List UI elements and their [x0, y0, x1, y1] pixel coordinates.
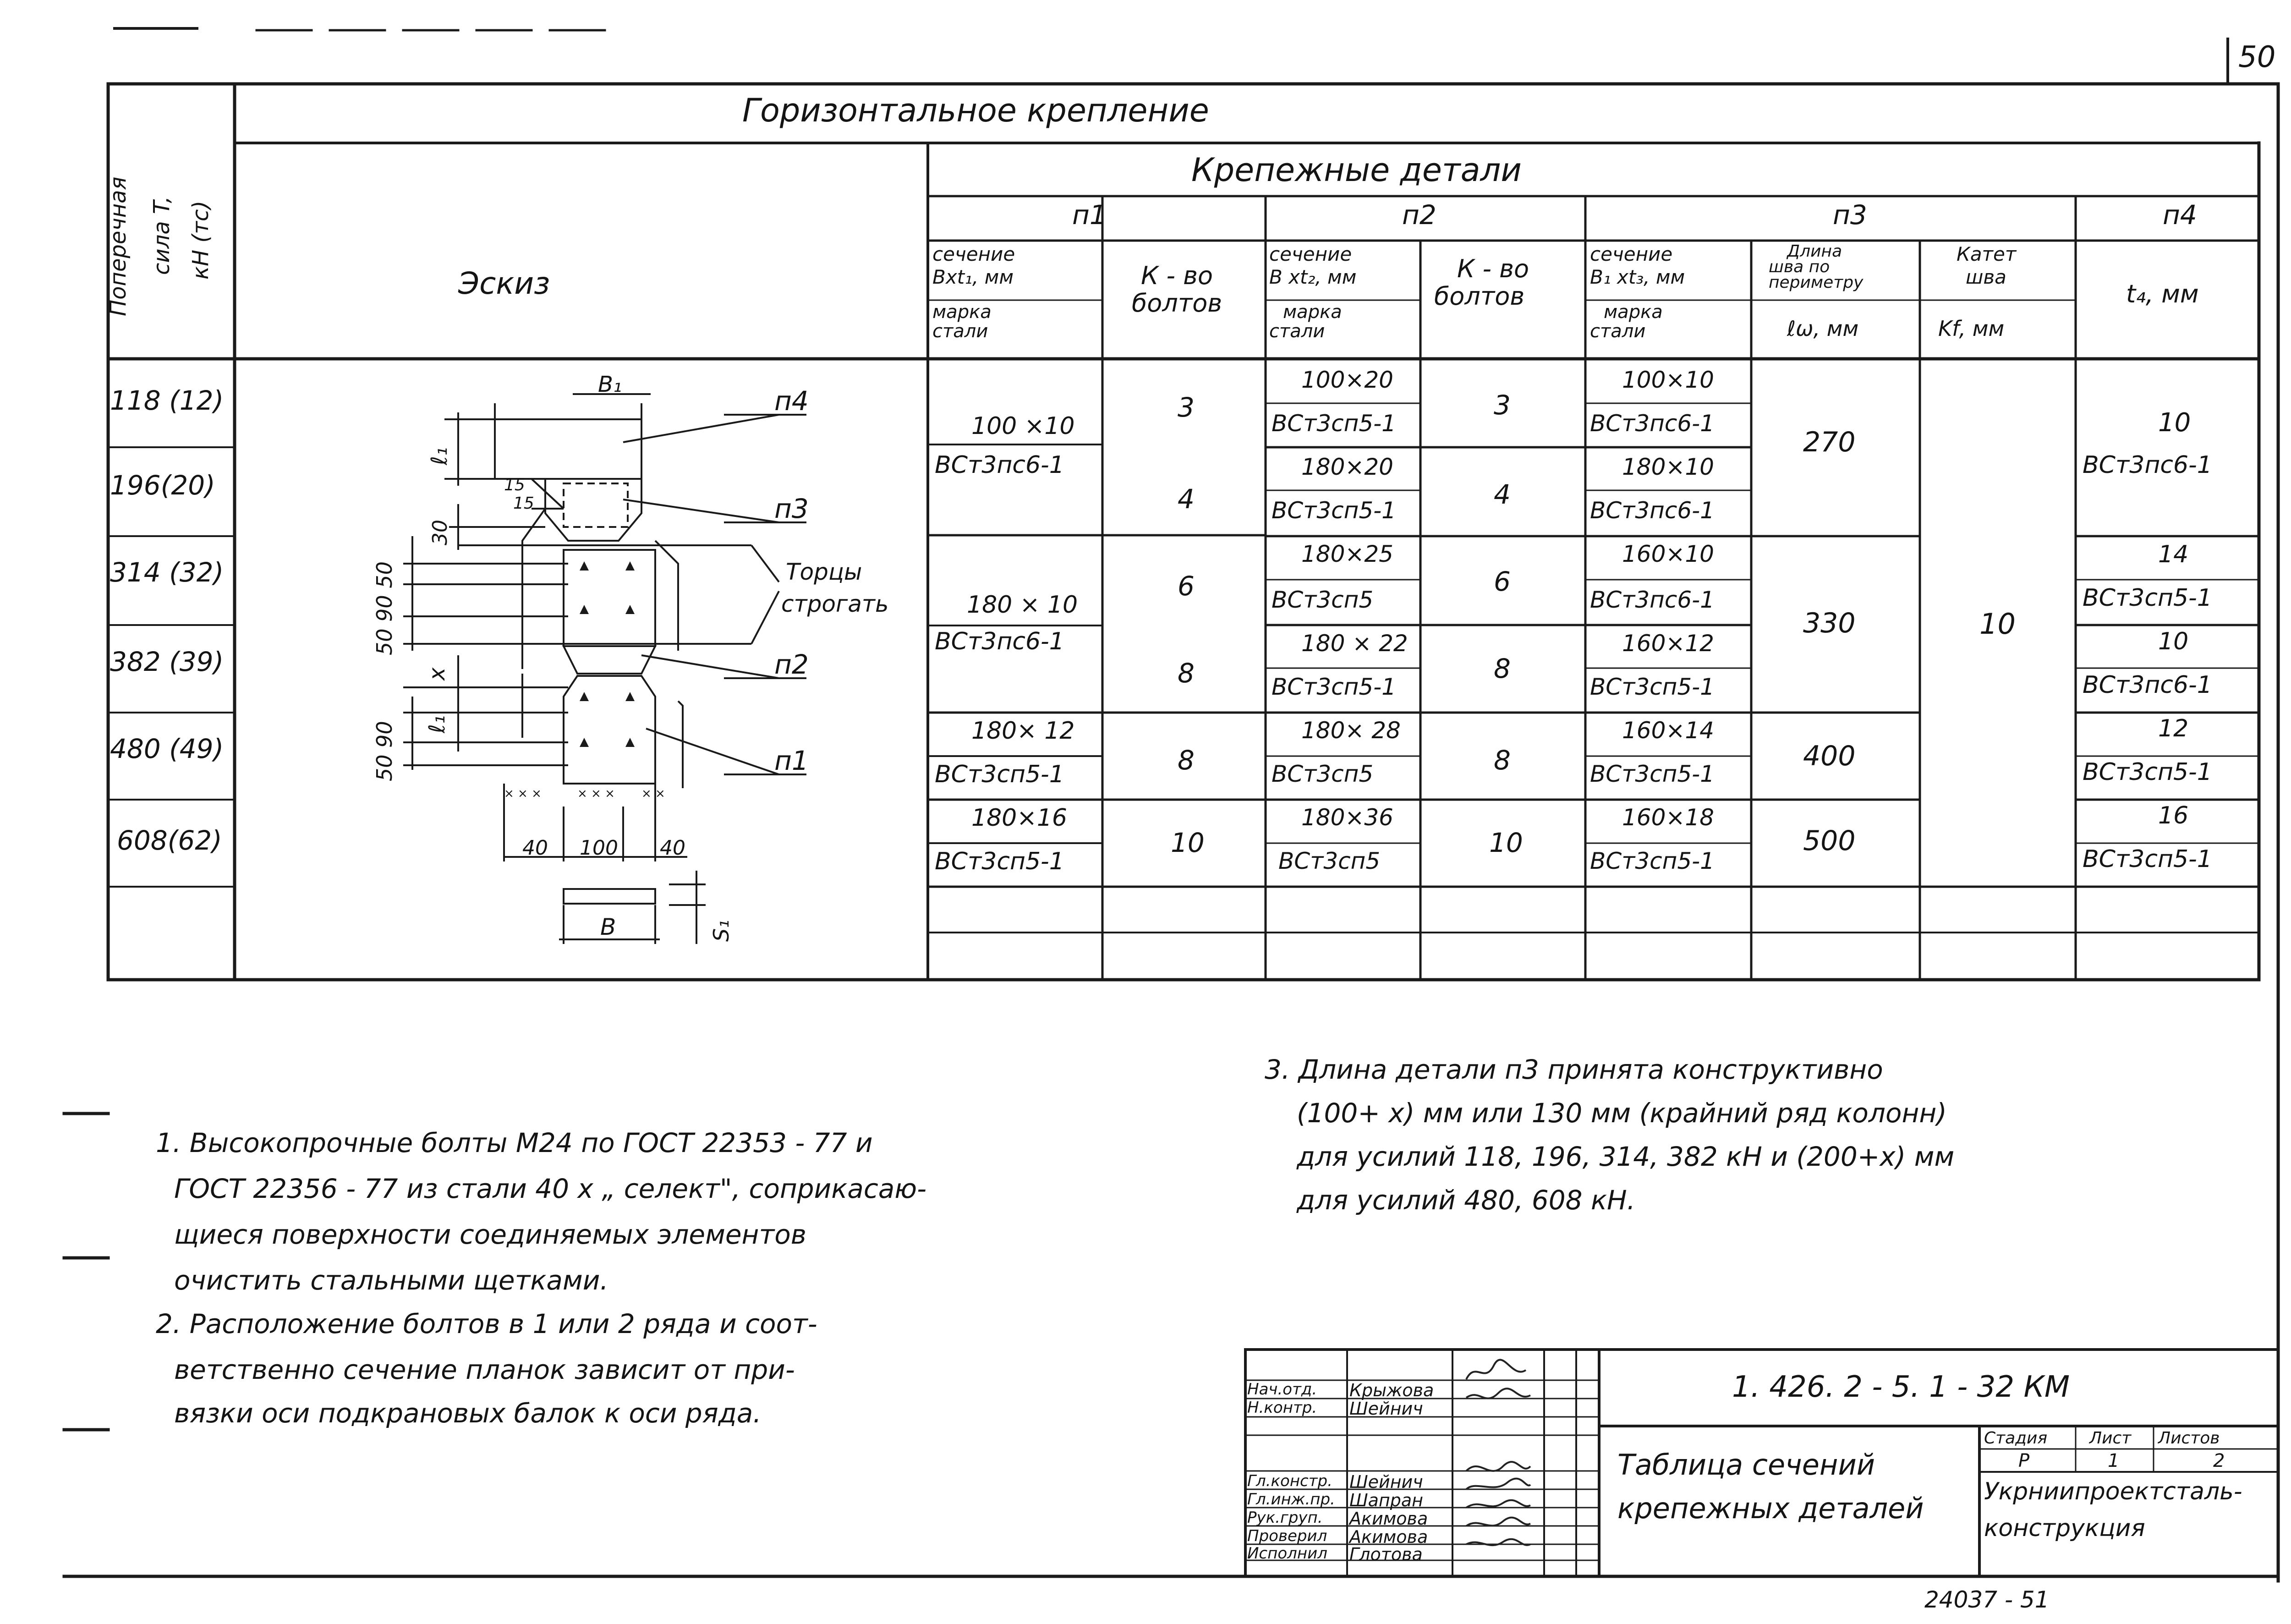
sketch-dim-s1: S₁	[709, 920, 734, 942]
tb-sheet-value: 1	[2108, 1450, 2120, 1471]
p3-weld-length-label-2: шва по	[1769, 258, 1830, 276]
p3-weld-length-4: 500	[1803, 825, 1856, 857]
force-row-6: 608(62)	[117, 825, 222, 856]
p2-section-6: 180×36	[1301, 804, 1393, 831]
p2-bolts-3: 6	[1494, 566, 1511, 597]
sketch-p3-label: п3	[774, 493, 809, 524]
p3-weld-length-label-1: Длина	[1787, 242, 1842, 261]
note-right-line-4: для усилий 480, 608 кН.	[1297, 1185, 1636, 1216]
signatures	[1457, 1352, 1540, 1576]
p2-header: п2	[1402, 199, 1436, 230]
p4-grade-4: ВСт3сп5-1	[2083, 758, 2212, 786]
p3-header: п3	[1833, 199, 1867, 230]
p3-grade-5: ВСт3сп5-1	[1590, 761, 1715, 787]
force-row-2: 196(20)	[110, 470, 215, 501]
tb-name-4: Шапран	[1349, 1490, 1424, 1510]
p1-header: п1	[1072, 199, 1107, 230]
p3-grade-4: ВСт3сп5-1	[1590, 674, 1715, 700]
tb-stage-label: Стадия	[1984, 1429, 2048, 1448]
tb-role-7: Исполнил	[1247, 1544, 1327, 1563]
sketch-p4-label: п4	[774, 385, 809, 417]
tb-name-3: Шейнич	[1349, 1472, 1423, 1492]
force-row-5: 480 (49)	[110, 733, 224, 764]
p1-bolts-1: 3	[1178, 392, 1195, 423]
p2-grade-5: ВСт3сп5	[1272, 761, 1374, 787]
p1-grade-label-1: марка	[932, 302, 992, 323]
p4-t-1: 10	[2158, 408, 2191, 438]
tb-name-1: Крыжова	[1349, 1380, 1434, 1400]
tb-name-2: Шейнич	[1349, 1399, 1423, 1419]
p1-section-1: 100 ×10	[971, 412, 1075, 440]
p1-grade-label-2: стали	[932, 321, 988, 342]
p3-grade-6: ВСт3сп5-1	[1590, 848, 1715, 874]
tb-stage-value: Р	[2018, 1450, 2030, 1471]
p1-grade-1: ВСт3пс6-1	[935, 451, 1064, 479]
tb-name-6: Акимова	[1349, 1527, 1428, 1547]
p4-t-label: t₄, мм	[2126, 280, 2199, 308]
sketch-b1-label: B₁	[598, 372, 622, 397]
p1-grade-3: ВСт3сп5-1	[935, 761, 1064, 788]
p3-section-1: 100×10	[1622, 367, 1714, 393]
tb-name-7: Глотова	[1349, 1544, 1423, 1564]
p3-grade-label-2: стали	[1590, 321, 1646, 342]
sketch-title: Эскиз	[458, 266, 550, 301]
p1-bolts-6: 10	[1171, 827, 1205, 858]
p2-grade-label-1: марка	[1283, 302, 1342, 323]
side-label-line-2: сила T,	[149, 196, 175, 275]
p3-grade-3: ВСт3пс6-1	[1590, 587, 1715, 613]
p3-weld-length-2: 330	[1803, 607, 1856, 639]
sketch-angle-15b: 15	[513, 494, 534, 513]
sketch-tortsy-label-1: Торцы	[786, 559, 862, 585]
p2-grade-1: ВСт3сп5-1	[1272, 410, 1396, 437]
p3-section-5: 160×14	[1622, 717, 1714, 744]
sketch-dim-bottom-3: 40	[660, 836, 685, 860]
tb-role-1: Нач.отд.	[1247, 1380, 1317, 1399]
p3-grade-label-1: марка	[1604, 302, 1663, 323]
p3-section-4: 160×12	[1622, 630, 1714, 657]
p1-grade-4: ВСт3сп5-1	[935, 848, 1064, 875]
tb-org-line-2: конструкция	[1984, 1514, 2145, 1542]
force-row-3: 314 (32)	[110, 557, 224, 588]
p4-t-2: 14	[2158, 541, 2189, 568]
note-left-line-7: вязки оси подкрановых балок к оси ряда.	[174, 1398, 762, 1429]
p2-section-1: 100×20	[1301, 367, 1393, 393]
p1-section-3: 180× 12	[971, 717, 1075, 745]
p1-bolts-4: 8	[1178, 658, 1195, 689]
p3-section-label-2: B₁ xt₃, мм	[1590, 266, 1685, 288]
p1-bolts-2: 4	[1178, 483, 1195, 515]
p2-grade-6: ВСт3сп5	[1278, 848, 1381, 874]
sketch-dim-bottom-1: 40	[522, 836, 548, 860]
p2-grade-label-2: стали	[1269, 321, 1325, 342]
sketch-tortsy-label-2: строгать	[781, 591, 889, 617]
note-left-line-5: 2. Расположение болтов в 1 или 2 ряда и соот-	[156, 1308, 817, 1339]
p4-grade-2: ВСт3сп5-1	[2083, 584, 2212, 612]
sketch-dim-509050: 50 90 50	[372, 561, 397, 655]
tb-sheets-value: 2	[2213, 1450, 2225, 1471]
plate-p4-shape	[495, 419, 641, 479]
side-label-line-1: Поперечная	[105, 176, 131, 316]
p3-leg-label-1: Катет	[1957, 243, 2017, 265]
p3-grade-2: ВСт3пс6-1	[1590, 497, 1715, 524]
p3-weld-length-3: 400	[1803, 740, 1856, 772]
p2-section-4: 180 × 22	[1301, 630, 1408, 657]
tb-role-6: Проверил	[1247, 1527, 1327, 1545]
sketch-p2-label: п2	[774, 649, 809, 680]
p3-section-6: 160×18	[1622, 804, 1714, 831]
p2-section-label-2: B xt₂, мм	[1269, 266, 1357, 288]
sketch-dim-l1: ℓ₁	[427, 447, 452, 465]
sketch-dim-30: 30	[428, 520, 452, 545]
note-right-line-3: для усилий 118, 196, 314, 382 кН и (200+х) мм	[1297, 1141, 1955, 1172]
p2-bolts-2: 4	[1494, 479, 1511, 510]
svg-text:× ×: × ×	[641, 787, 665, 801]
p3-grade-1: ВСт3пс6-1	[1590, 410, 1715, 437]
p1-section-label-1: сечение	[932, 243, 1015, 265]
p1-grade-2: ВСт3пс6-1	[935, 628, 1064, 655]
plate-p2-shape	[564, 550, 655, 646]
p2-section-label-1: сечение	[1269, 243, 1352, 265]
p2-grade-2: ВСт3сп5-1	[1272, 497, 1396, 524]
p1-bolts-5: 8	[1178, 745, 1195, 776]
p2-bolts-1: 3	[1494, 390, 1511, 421]
p2-bolts-6: 10	[1489, 827, 1523, 858]
note-left-line-2: ГОСТ 22356 - 77 из стали 40 х „ селект", соприкасаю-	[174, 1173, 927, 1204]
p4-grade-5: ВСт3сп5-1	[2083, 845, 2212, 873]
p2-bolts-5: 8	[1494, 745, 1511, 776]
note-left-line-1: 1. Высокопрочные болты М24 по ГОСТ 22353 - 77 и	[156, 1127, 873, 1158]
p2-grade-4: ВСт3сп5-1	[1272, 674, 1396, 700]
note-left-line-3: щиеся поверхности соединяемых элементов	[174, 1219, 806, 1250]
p1-bolts-3: 6	[1178, 571, 1195, 602]
p3-weld-length-1: 270	[1803, 426, 1856, 458]
side-label-line-3: кН (тс)	[188, 200, 214, 280]
sheet-number: 50	[2238, 40, 2276, 74]
p1-bolts-label-2: болтов	[1132, 289, 1222, 318]
horizontal-fastening-title: Горизонтальное крепление	[742, 92, 1209, 129]
p1-section-label-2: Bxt₁, мм	[932, 266, 1014, 288]
p4-t-4: 12	[2158, 715, 2189, 742]
sketch-p1-label: п1	[774, 745, 809, 776]
p2-grade-3: ВСт3сп5	[1272, 587, 1374, 613]
p3-weld-length-label-3: периметру	[1769, 273, 1863, 292]
p2-section-3: 180×25	[1301, 541, 1393, 567]
tb-title-line-2: крепежных деталей	[1617, 1492, 1924, 1525]
tb-role-5: Рук.груп.	[1247, 1509, 1323, 1527]
p4-grade-1: ВСт3пс6-1	[2083, 451, 2212, 479]
p3-leg-value: 10	[1979, 607, 2016, 641]
p3-weld-length-unit: ℓω, мм	[1787, 316, 1859, 341]
p4-header: п4	[2163, 199, 2197, 230]
note-left-line-6: ветственно сечение планок зависит от при-	[174, 1354, 795, 1385]
p2-section-5: 180× 28	[1301, 717, 1401, 744]
fasteners-title: Крепежные детали	[1191, 151, 1522, 189]
tb-role-2: Н.контр.	[1247, 1399, 1317, 1417]
p1-section-4: 180×16	[971, 804, 1067, 832]
p2-bolts-label-1: К - во	[1457, 254, 1529, 283]
plate-p1-shape	[564, 676, 655, 784]
tb-name-5: Акимова	[1349, 1509, 1428, 1529]
force-row-1: 118 (12)	[110, 385, 224, 416]
sketch-dim-b: B	[600, 914, 616, 940]
p4-t-5: 16	[2158, 802, 2189, 829]
p4-grade-3: ВСт3пс6-1	[2083, 671, 2212, 699]
p1-section-2: 180 × 10	[967, 591, 1078, 619]
note-right-line-1: 3. Длина детали п3 принята конструктивно	[1265, 1054, 1883, 1085]
p2-section-2: 180×20	[1301, 454, 1393, 480]
sketch-angle-15a: 15	[504, 476, 525, 494]
sketch-dim-5090: 50 90	[372, 721, 397, 781]
p3-leg-label-2: шва	[1966, 266, 2006, 288]
sketch-dim-l1b: ℓ₁	[424, 715, 450, 733]
tb-drawing-code: 1. 426. 2 - 5. 1 - 32 КМ	[1732, 1370, 2070, 1404]
p4-t-3: 10	[2158, 628, 2189, 655]
p3-section-label-1: сечение	[1590, 243, 1673, 265]
p3-section-2: 180×10	[1622, 454, 1714, 480]
force-row-4: 382 (39)	[110, 646, 224, 677]
svg-text:× × ×: × × ×	[577, 787, 615, 801]
sketch-dim-bottom-2: 100	[580, 836, 618, 860]
p2-bolts-4: 8	[1494, 653, 1511, 684]
tb-title-line-1: Таблица сечений	[1617, 1448, 1875, 1481]
tb-role-3: Гл.констр.	[1247, 1472, 1332, 1490]
tb-sheet-label: Лист	[2089, 1429, 2132, 1448]
tb-role-4: Гл.инж.пр.	[1247, 1490, 1335, 1509]
svg-text:× × ×: × × ×	[504, 787, 542, 801]
tb-sheets-label: Листов	[2158, 1429, 2220, 1448]
note-left-line-4: очистить стальными щетками.	[174, 1265, 608, 1296]
bottom-reference: 24037 - 51	[1924, 1586, 2050, 1613]
p1-bolts-label-1: К - во	[1141, 261, 1213, 290]
note-right-line-2: (100+ х) мм или 130 мм (крайний ряд колонн)	[1297, 1097, 1947, 1129]
p3-section-3: 160×10	[1622, 541, 1714, 567]
tb-org-line-1: Укрниипроектсталь-	[1984, 1478, 2242, 1505]
sketch-dim-x: x	[424, 667, 450, 680]
p3-leg-unit: Kf, мм	[1938, 316, 2005, 341]
p2-bolts-label-2: болтов	[1434, 282, 1525, 311]
